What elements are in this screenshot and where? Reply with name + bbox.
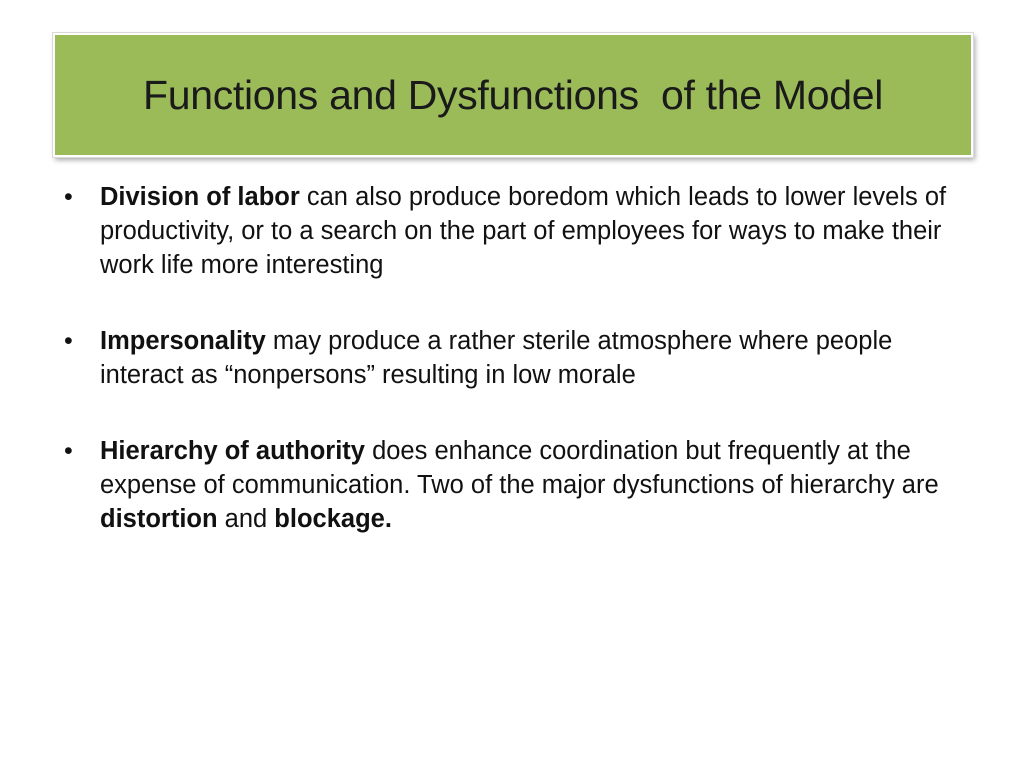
bullet-text: may produce a rather sterile atmosphere where people interact as “nonpersons” resulting in low morale — [100, 327, 893, 389]
bullet-text: can also produce boredom which leads to lower levels of productivity, or to a search on the part of employees for ways to make their work life more interesting — [100, 183, 947, 279]
bullet-item-impersonality — [62, 324, 962, 392]
bullet-dot-icon: • — [64, 183, 73, 211]
bullet-dot-icon: • — [64, 327, 73, 355]
bullet-text: does enhance coordination but frequently at the expense of communication. Two of the major dysfunctions of hierarchy are — [100, 437, 939, 499]
bullet-list — [62, 180, 962, 578]
bullet-item-hierarchy-of-authority — [62, 434, 962, 536]
bullet-term: Impersonality — [100, 327, 266, 355]
title-box — [53, 33, 973, 157]
bullet-term-blockage: blockage. — [274, 505, 392, 533]
bullet-term-distortion: distortion — [100, 505, 218, 533]
slide-title: Functions and Dysfunctions of the Model — [142, 71, 884, 118]
bullet-dot-icon: • — [64, 437, 73, 465]
bullet-text-and: and — [217, 505, 275, 533]
bullet-term: Hierarchy of authority — [100, 437, 365, 465]
bullet-item-division-of-labor — [62, 180, 962, 282]
bullet-term: Division of labor — [100, 183, 300, 211]
